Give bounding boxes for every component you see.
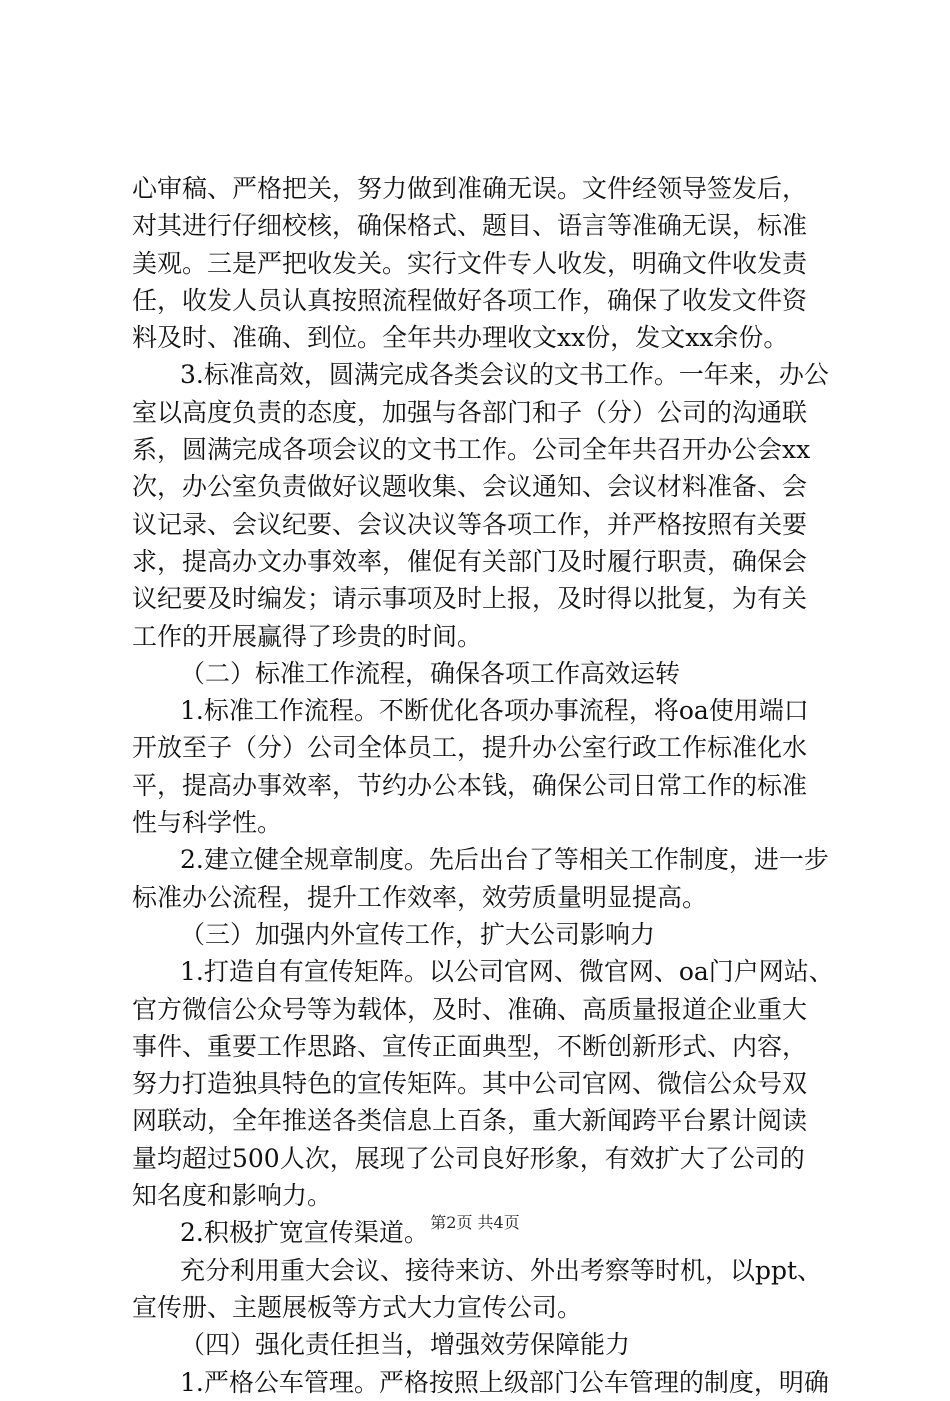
text-line: 求，提高办文办事效率，催促有关部门及时履行职责，确保会 [132, 546, 808, 576]
section-heading: （二）标准工作流程，确保各项工作高效运转 [180, 658, 681, 688]
text-line: 任，收发人员认真按照流程做好各项工作，确保了收发文件资 [132, 285, 808, 315]
text-line: 次，办公室负责做好议题收集、会议通知、会议材料准备、会 [132, 472, 808, 502]
text-line: 宣传册、主题展板等方式大力宣传公司。 [132, 1292, 583, 1322]
text-line: 网联动，全年推送各类信息上百条，重大新闻跨平台累计阅读 [132, 1106, 808, 1136]
text-line: 平，提高办事效率，节约办公本钱，确保公司日常工作的标准 [132, 770, 808, 800]
page-number-label: 第2页 共4页 [430, 1213, 520, 1232]
text-line: 系，圆满完成各项会议的文书工作。公司全年共召开办公会xx [132, 435, 811, 465]
text-line: 1.标准工作流程。不断优化各项办事流程，将oa使用端口 [180, 696, 809, 726]
text-line: 2.建立健全规章制度。先后出台了等相关工作制度，进一步 [180, 845, 829, 875]
text-line: 1.严格公车管理。严格按照上级部门公车管理的制度，明确 [180, 1367, 829, 1397]
text-line: 充分利用重大会议、接待来访、外出考察等时机，以ppt、 [180, 1255, 823, 1285]
text-line: 工作的开展赢得了珍贵的时间。 [132, 621, 483, 651]
text-line: 努力打造独具特色的宣传矩阵。其中公司官网、微信公众号双 [132, 1069, 808, 1099]
text-line: 议记录、会议纪要、会议决议等各项工作，并严格按照有关要 [132, 509, 808, 539]
text-line: 标准办公流程，提升工作效率，效劳质量明显提高。 [132, 882, 708, 912]
text-line: 事件、重要工作思路、宣传正面典型，不断创新形式、内容， [132, 1031, 808, 1061]
text-line: 3.标准高效，圆满完成各类会议的文书工作。一年来，办公 [180, 360, 829, 390]
text-line: 料及时、准确、到位。全年共办理收文xx份，发文xx余份。 [132, 323, 789, 353]
section-heading: （四）强化责任担当，增强效劳保障能力 [180, 1330, 631, 1360]
text-line: 室以高度负责的态度，加强与各部门和子（分）公司的沟通联 [132, 397, 808, 427]
text-line: 性与科学性。 [132, 808, 283, 838]
text-line: 官方微信公众号等为载体，及时、准确、高质量报道企业重大 [132, 994, 808, 1024]
text-line: 议纪要及时编发；请示事项及时上报，及时得以批复，为有关 [132, 584, 808, 614]
page-footer [0, 1211, 950, 1235]
text-line: 1.打造自有宣传矩阵。以公司官网、微官网、oa门户网站、 [180, 957, 834, 987]
text-line: 美观。三是严把收发关。实行文件专人收发，明确文件收发责 [132, 248, 808, 278]
text-line: 开放至子（分）公司全体员工，提升办公室行政工作标准化水 [132, 733, 808, 763]
text-line: 2.积极扩宽宣传渠道。 [180, 1218, 429, 1248]
text-line: 量均超过500人次，展现了公司良好形象，有效扩大了公司的 [132, 1143, 805, 1173]
section-heading: （三）加强内外宣传工作，扩大公司影响力 [180, 919, 656, 949]
text-line: 心审稿、严格把关，努力做到准确无误。文件经领导签发后， [132, 174, 808, 203]
text-line: 对其进行仔细校核，确保格式、题目、语言等准确无误，标准 [132, 211, 808, 241]
text-line: 知名度和影响力。 [132, 1181, 333, 1211]
